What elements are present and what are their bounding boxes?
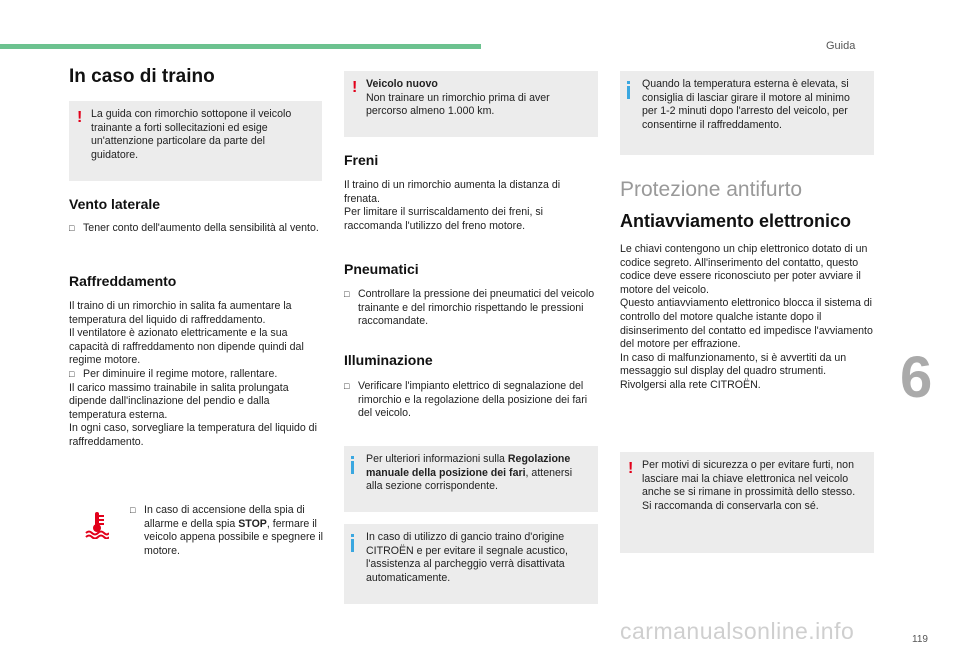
watermark: carmanualsonline.info <box>620 618 855 644</box>
vento-bullet-text: Tener conto dell'aumento della sensibilità al vento. <box>83 222 319 234</box>
bullet-marker-icon: □ <box>344 289 350 299</box>
heading-vento-laterale: Vento laterale <box>69 196 161 212</box>
anti-paragraph: Questo antiavviamento elettronico blocca il sistema di controllo del motore qualche istante dopo il disinserimento del contatto ed impedisce l'avviamento del motore per effrazione. <box>620 297 873 351</box>
bullet-marker-icon: □ <box>69 223 75 233</box>
heading-pneumatici: Pneumatici <box>344 261 419 277</box>
pneumatici-text: Controllare la pressione dei pneumatici del veicolo trainante e del rimorchio rispettando le pressioni raccomandate. <box>358 288 595 328</box>
pneumatici-bullet <box>344 288 598 329</box>
freni-paragraph: Il traino di un rimorchio aumenta la distanza di frenata. <box>344 179 561 205</box>
freni-paragraph: Per limitare il surriscaldamento dei freni, si raccomanda l'utilizzo del freno motore. <box>344 206 543 232</box>
top-accent-bar <box>0 44 481 49</box>
warning-box-towing <box>69 101 322 181</box>
page-title: In caso di traino <box>69 66 215 87</box>
raffreddamento-body <box>69 300 325 450</box>
info-box-tow-hook <box>344 524 598 604</box>
info-box-text: Quando la temperatura esterna è elevata, si consiglia di lasciar girare il motore al minimo per 1-2 minuti dopo l'arresto del veicolo, per consentirne il raffreddamento. <box>642 78 850 131</box>
alarm-bullet <box>130 504 325 558</box>
bullet-marker-icon: □ <box>69 368 75 379</box>
antiavviamento-body <box>620 243 874 393</box>
info-icon <box>627 81 630 99</box>
illuminazione-bullet <box>344 380 598 421</box>
warning-box-text: La guida con rimorchio sottopone il veicolo trainante a forti sollecitazioni ed esige un'attenzione particolare da parte del guidatore. <box>91 108 292 161</box>
heading-freni: Freni <box>344 152 379 168</box>
warning-icon: ! <box>628 460 634 477</box>
bullet-marker-icon: □ <box>344 381 350 391</box>
bullet-marker-icon: □ <box>130 505 136 515</box>
anti-paragraph: In caso di malfunzionamento, si è avvertiti da un messaggio sul display del quadro strumenti. Rivolgersi alla rete CITROËN. <box>620 351 847 391</box>
illuminazione-text: Verificare l'impianto elettrico di segnalazione del rimorchio e la regolazione della posizione dei fari del veicolo. <box>358 380 588 420</box>
heading-antiavviamento: Antiavviamento elettronico <box>620 211 852 231</box>
anti-paragraph: Le chiavi contengono un chip elettronico dotato di un codice segreto. All'inserimento del contatto, questo codice deve essere riconosciuto per poter avviare il motore del veicolo. <box>620 243 868 296</box>
raff-paragraph: In ogni caso, sorvegliare la temperatura del liquido di raffreddamento. <box>69 422 317 448</box>
vento-bullet <box>69 222 325 236</box>
warning-icon: ! <box>77 109 83 126</box>
raff-paragraph: Il carico massimo trainabile in salita prolungata dipende dall'inclinazione del pendio e dalla temperatura esterna. <box>69 381 289 421</box>
warning-box-new-vehicle <box>344 71 598 137</box>
info-box-text: Per ulteriori informazioni sulla Regolazione manuale della posizione dei fari, attenersi alla sezione corrispondente. <box>366 453 573 493</box>
info-box-temperature <box>620 71 874 155</box>
freni-body <box>344 179 598 233</box>
heading-protezione-antifurto: Protezione antifurto <box>620 178 803 201</box>
info-box-headlight <box>344 446 598 512</box>
warning-icon: ! <box>352 79 358 96</box>
alarm-text: In caso di accensione della spia di allarme e della spia STOP, fermare il veicolo appena possibile e spegnere il motore. <box>144 504 324 557</box>
info-box-text: In caso di utilizzo di gancio traino d'origine CITROËN e per evitare il segnale acustico, l'assistenza al parcheggio verrà disattivata automaticamente. <box>366 531 568 584</box>
veicolo-nuovo-text: Non trainare un rimorchio prima di aver percorso almeno 1.000 km. <box>366 91 550 118</box>
chapter-number: 6 <box>900 345 933 410</box>
raff-bullet-text: Per diminuire il regime motore, rallentare. <box>83 367 278 380</box>
veicolo-nuovo-title: Veicolo nuovo <box>366 78 438 90</box>
raff-paragraph: Il ventilatore è azionato elettricamente e la sua capacità di raffreddamento non dipende quindi dal regime motore. <box>69 327 304 367</box>
section-label: Guida <box>826 40 856 52</box>
heading-raffreddamento: Raffreddamento <box>69 273 177 289</box>
page-number: 119 <box>912 634 928 645</box>
heading-illuminazione: Illuminazione <box>344 352 433 368</box>
info-icon <box>351 534 354 552</box>
info-icon <box>351 456 354 474</box>
warning-box-text: Per motivi di sicurezza o per evitare furti, non lasciare mai la chiave elettronica nel veicolo anche se si rimane in prossimità dello stesso. <box>642 459 856 499</box>
warning-box-text: Si raccomanda di conservarla con sé. <box>642 499 819 512</box>
coolant-temperature-warning-icon <box>85 511 109 539</box>
warning-box-key <box>620 452 874 553</box>
raff-paragraph: Il traino di un rimorchio in salita fa aumentare la temperatura del liquido di raffreddamento. <box>69 300 292 326</box>
